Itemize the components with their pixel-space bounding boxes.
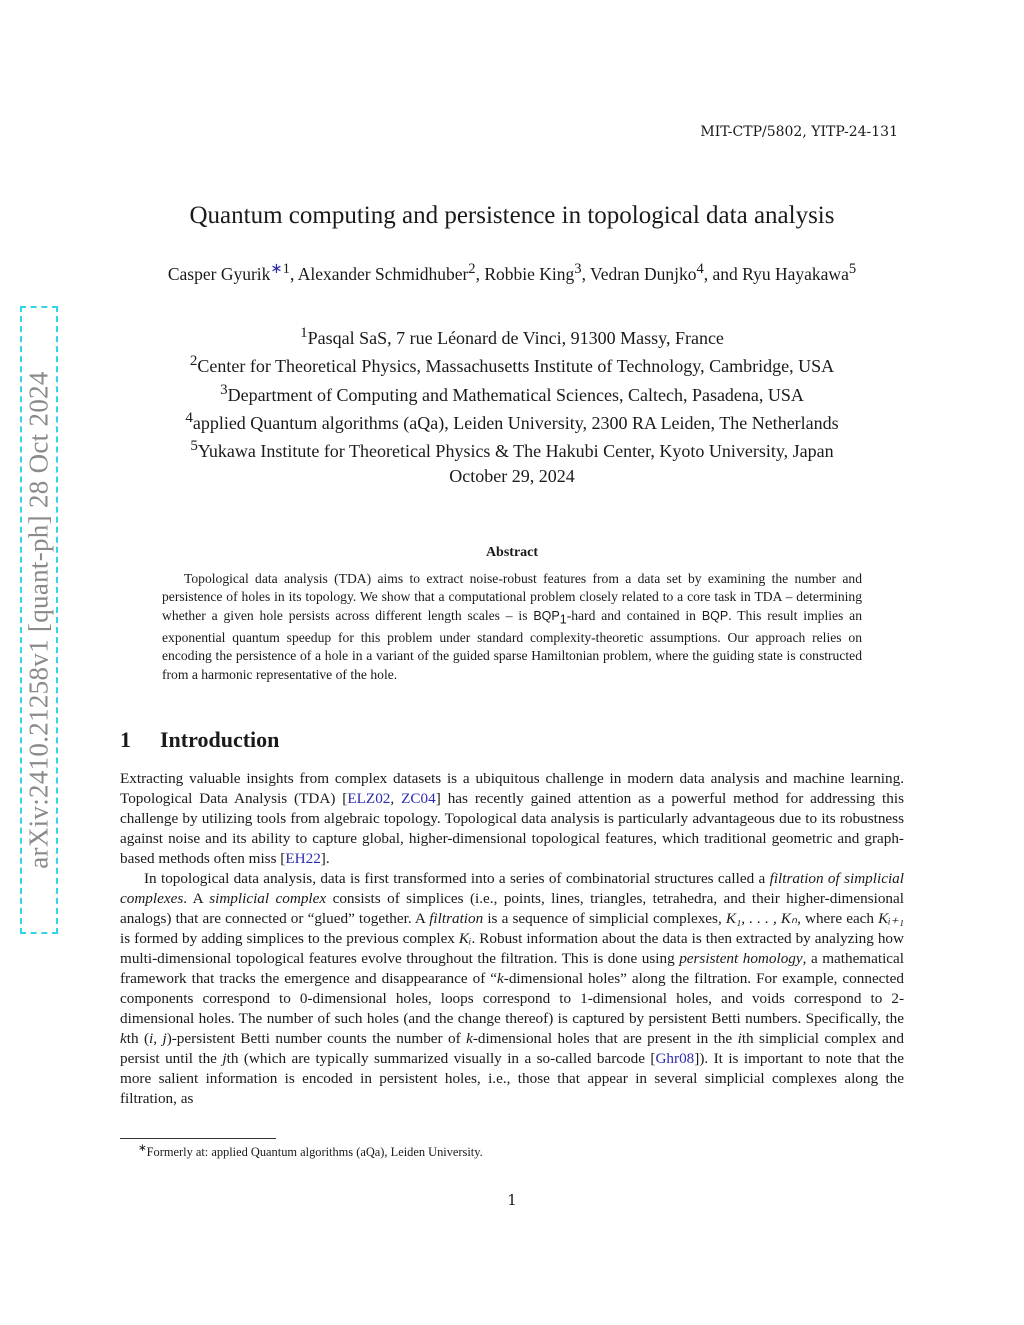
author-name: , Robbie King xyxy=(475,263,575,284)
affiliation-line: $^3$Department of Computing and Mathematical Sciences, Caltech, Pasadena, USA xyxy=(220,381,804,405)
arxiv-stamp-text: arXiv:2410.21258v1 [quant-ph] 28 Oct 2024 xyxy=(23,371,54,869)
arxiv-stamp xyxy=(20,306,58,934)
author-name: Casper Gyurik xyxy=(167,263,271,284)
report-number: MIT-CTP/5802, YITP-24-131 xyxy=(700,124,898,140)
paper-date: October 29, 2024 xyxy=(449,466,575,486)
author-affil-sup: 2 xyxy=(468,261,476,277)
citation-link[interactable]: Ghr08 xyxy=(655,1050,695,1067)
author-affil-sup: 1 xyxy=(282,261,290,277)
affiliation-line: $^5$Yukawa Institute for Theoretical Physics & The Hakubi Center, Kyoto University, Japan xyxy=(190,438,834,462)
author-affil-sup: 5 xyxy=(848,261,857,277)
author-name: , Alexander Schmidhuber xyxy=(289,263,469,284)
abstract-heading: Abstract xyxy=(485,545,539,560)
footnote-rule xyxy=(120,1138,276,1139)
citation-link[interactable]: EH22 xyxy=(285,850,321,867)
section-number: 1 xyxy=(120,727,131,752)
paragraph: Extracting valuable insights from complex datasets is a ubiquitous challenge in modern data analysis and machine learning. Topological Data Analysis (TDA) [ELZ02, ZC04] has recently gained attention as a powerful method for addressing this challenge by utilizing tools from algebraic topology. Topological data analysis is particularly advantageous due to its robustness against noise and its ability to capture global, higher-dimensional topological features, which traditional geometric and graph-based methods often miss [EH22]. xyxy=(120,770,904,867)
affiliation-list xyxy=(110,322,914,463)
author-affil-sup: 4 xyxy=(696,261,704,277)
citation-link[interactable]: ZC04 xyxy=(401,790,436,807)
body-text xyxy=(120,769,904,1109)
footnote-link[interactable]: ∗ xyxy=(270,261,283,277)
author-affil-sup: 3 xyxy=(574,261,582,277)
affiliation-line: $^4$applied Quantum algorithms (aQa), Leiden University, 2300 RA Leiden, The Netherlands xyxy=(185,409,839,433)
section-heading xyxy=(120,727,279,753)
affiliation-line: $^2$Center for Theoretical Physics, Massachusetts Institute of Technology, Cambridge, USA xyxy=(189,353,835,377)
affiliation-line: $^1$Pasqal SaS, 7 rue Léonard de Vinci, 91300 Massy, France xyxy=(300,325,724,348)
footnote: ∗Formerly at: applied Quantum algorithms (aQa), Leiden University. xyxy=(138,1143,483,1160)
author-name: , Vedran Dunjko xyxy=(581,263,697,284)
paper-title: Quantum computing and persistence in topological data analysis xyxy=(189,202,835,229)
paragraph: In topological data analysis, data is first transformed into a series of combinatorial structures called a filtration of simplicial complexes. A simplicial complex consists of simplices (i.e., points, lines, triangles, tetrahedra, and their higher-dimensional analogs) that are connected or “glued” together. A filtration is a sequence of simplicial complexes, K₁, . . . , Kₙ, where each Kᵢ₊₁ is formed by adding simplices to the previous complex Kᵢ. Robust information about the data is then extracted by analyzing how multi-dimensional topological features evolve throughout the filtration. This is done using persistent homology, a mathematical framework that tracks the emergence and disappearance of “k-dimensional holes” along the filtration. For example, connected components correspond to 0-dimensional holes, loops correspond to 1-dimensional holes, and voids correspond to 2-dimensional holes. The number of such holes (and the change thereof) is captured by persistent Betti numbers. Specifically, the kth (i, j)-persistent Betti number counts the number of k-dimensional holes that are present in the ith simplicial complex and persist until the jth (which are typically summarized visually in a so-called barcode [Ghr08]). It is important to note that the more salient information is encoded in persistent holes, i.e., those that appear in several simplicial complexes along the filtration, as xyxy=(120,870,904,1107)
author-name: , and Ryu Hayakawa xyxy=(703,263,849,284)
author-list xyxy=(140,258,884,286)
page-number: 1 xyxy=(507,1191,517,1209)
citation-link[interactable]: ELZ02 xyxy=(347,790,391,807)
section-title: Introduction xyxy=(160,727,280,752)
abstract-text: Topological data analysis (TDA) aims to extract noise-robust features from a data set by examining the number and persistence of holes in its topology. We show that a computational problem closely related to a core task in TDA – determining whether a given hole persists across different length scales – is $BQP_1$-hard and contained in BQP. This result implies an exponential quantum speedup for this problem under standard complexity-theoretic assumptions. Our approach relies on encoding the persistence of a hole in a variant of the guided sparse Hamiltonian problem, where the guiding state is constructed from a harmonic representative of the hole. xyxy=(162,571,862,682)
